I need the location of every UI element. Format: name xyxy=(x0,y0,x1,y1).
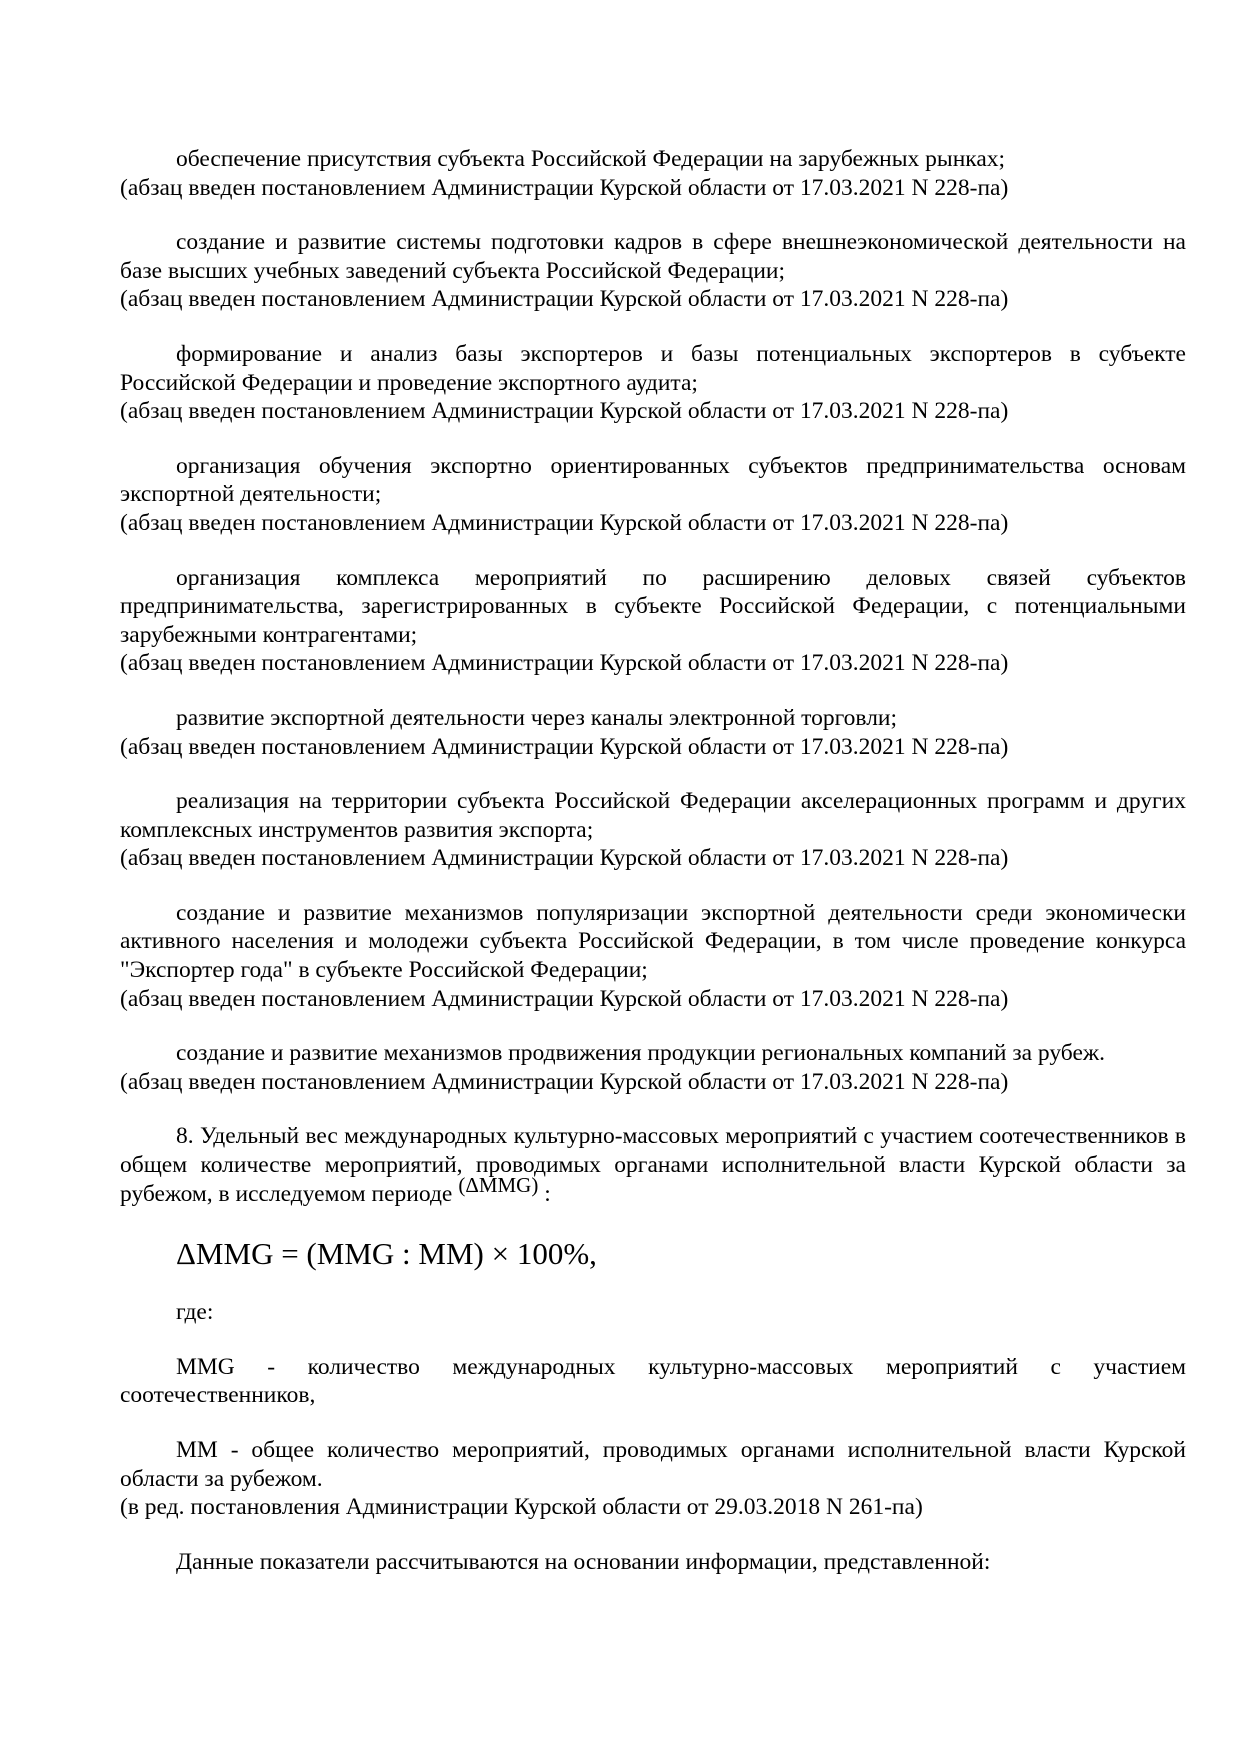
amendment-note: (абзац введен постановлением Администрации Курской области от 17.03.2021 N 228-па) xyxy=(120,398,1009,425)
definition-text: MMG - количество международных культурно-массовых мероприятий с участием соотечественников, xyxy=(120,1353,1186,1409)
where-label: где: xyxy=(176,1299,214,1326)
paragraph-7 xyxy=(120,787,1186,873)
paragraph-6 xyxy=(120,704,1186,761)
amendment-note: (абзац введен постановлением Администрации Курской области от 17.03.2021 N 228-па) xyxy=(120,845,1009,872)
paragraph-text: Данные показатели рассчитываются на основании информации, представленной: xyxy=(176,1548,991,1575)
amendment-note: (абзац введен постановлением Администрации Курской области от 17.03.2021 N 228-па) xyxy=(120,1068,1009,1095)
paragraph-3 xyxy=(120,340,1186,426)
formula: ΔMMG = (MMG : MM) × 100%, xyxy=(176,1236,597,1272)
paragraph-text: обеспечение присутствия субъекта Российской Федерации на зарубежных рынках; xyxy=(176,146,1006,172)
amendment-note: (абзац введен постановлением Администрации Курской области от 17.03.2021 N 228-па) xyxy=(120,286,1009,313)
paragraph-4 xyxy=(120,452,1186,538)
paragraph-9 xyxy=(120,1039,1186,1096)
item-8-text xyxy=(120,1122,1186,1208)
amendment-note: (абзац введен постановлением Администрации Курской области от 17.03.2021 N 228-па) xyxy=(120,509,1009,536)
document-page xyxy=(120,145,1186,1705)
amendment-note: (в ред. постановления Администрации Курской области от 29.03.2018 N 261-па) xyxy=(120,1494,923,1521)
paragraph-text: создание и развитие механизмов популяризации экспортной деятельности среди экономически активного населения и молодежи субъекта Российской Федерации, в том числе проведение конкурса "Экспортер года" в субъекте Российской Федерации; xyxy=(120,899,1186,984)
amendment-note: (абзац введен постановлением Администрации Курской области от 17.03.2021 N 228-па) xyxy=(120,985,1009,1012)
mm-definition xyxy=(120,1436,1186,1522)
item-8-symbol: (ΔMMG) xyxy=(458,1172,539,1197)
paragraph-text: создание и развитие механизмов продвижения продукции региональных компаний за рубеж. xyxy=(176,1040,1105,1067)
amendment-note: (абзац введен постановлением Администрации Курской области от 17.03.2021 N 228-па) xyxy=(120,174,1009,201)
item-8-body: 8. Удельный вес международных культурно-массовых мероприятий с участием соотечественников в общем количестве мероприятий, проводимых органами исполнительной власти Курской области за рубежом, в исследуемом периоде xyxy=(120,1123,1186,1207)
paragraph-2 xyxy=(120,228,1186,314)
paragraph-text: организация обучения экспортно ориентированных субъектов предпринимательства основам экспортной деятельности; xyxy=(120,452,1186,508)
definition-text: MM - общее количество мероприятий, проводимых органами исполнительной власти Курской области за рубежом. xyxy=(120,1437,1186,1492)
paragraph-1 xyxy=(120,145,1186,202)
paragraph-text: формирование и анализ базы экспортеров и базы потенциальных экспортеров в субъекте Российской Федерации и проведение экспортного аудита; xyxy=(120,340,1186,396)
paragraph-text: организация комплекса мероприятий по расширению деловых связей субъектов предпринимательства, зарегистрированных в субъекте Российской Федерации, с потенциальными зарубежными контрагентами; xyxy=(120,564,1186,648)
mmg-definition xyxy=(120,1353,1186,1410)
amendment-note: (абзац введен постановлением Администрации Курской области от 17.03.2021 N 228-па) xyxy=(120,733,1009,760)
paragraph-text: реализация на территории субъекта Российской Федерации акселерационных программ и других комплексных инструментов развития экспорта; xyxy=(120,788,1186,843)
paragraph-text: развитие экспортной деятельности через каналы электронной торговли; xyxy=(176,704,898,731)
item-8 xyxy=(120,1122,1186,1208)
final-paragraph xyxy=(120,1548,1186,1577)
paragraph-8 xyxy=(120,899,1186,1013)
amendment-note: (абзац введен постановлением Администрации Курской области от 17.03.2021 N 228-па) xyxy=(120,650,1009,677)
paragraph-5 xyxy=(120,564,1186,678)
item-8-tail: : xyxy=(544,1180,551,1207)
paragraph-text: создание и развитие системы подготовки кадров в сфере внешнеэкономической деятельности на базе высших учебных заведений субъекта Российской Федерации; xyxy=(120,229,1186,284)
